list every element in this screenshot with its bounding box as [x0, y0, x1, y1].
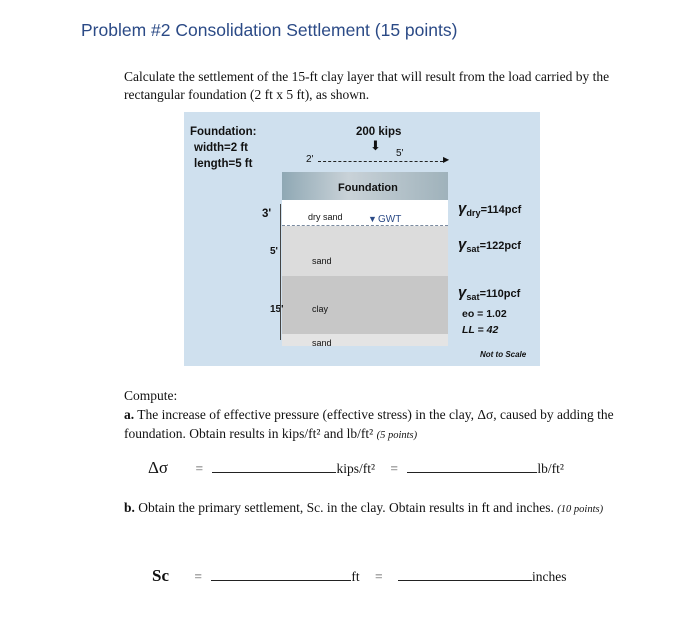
delta-sigma-symbol: Δσ — [148, 458, 169, 477]
foundation-label: Foundation — [338, 182, 398, 194]
bottom-sand-layer — [282, 334, 448, 346]
lb-unit: lb/ft² — [537, 461, 564, 476]
page-title: Problem #2 Consolidation Settlement (15 points) — [81, 20, 458, 40]
liquid-limit: LL = 42 — [462, 324, 499, 336]
clay-label: clay — [312, 304, 329, 314]
ft-answer-field[interactable] — [211, 568, 351, 581]
equals-sign-3: = — [194, 569, 202, 584]
depth-3ft: 3' — [262, 208, 272, 220]
gamma-sat-sand: $\gamma_{sat}=122pcf$ — [458, 236, 521, 255]
ft-unit: ft — [351, 569, 360, 584]
not-to-scale-label: Not to Scale — [480, 350, 527, 359]
load-label: 200 kips — [356, 126, 402, 138]
compute-section — [124, 386, 654, 445]
dimension-line — [318, 161, 443, 162]
dimension-2ft: 2' — [306, 154, 314, 165]
down-arrow-icon: ⬇ — [370, 138, 381, 153]
depth-15ft: 15' — [270, 304, 284, 315]
part-b-text: b. Obtain the primary settlement, Sc. in the clay. Obtain results in ft and inches. (10 points) — [124, 500, 604, 515]
inches-unit: inches — [532, 569, 567, 584]
gamma-sat-clay: $\gamma_{sat}=110pcf$ — [458, 284, 521, 303]
bottom-sand-label: sand — [312, 338, 332, 348]
void-ratio: eo = 1.02 — [462, 308, 507, 320]
gamma-dry: $\gamma_{dry}=114pcf$ — [458, 200, 522, 219]
clay-layer — [282, 276, 448, 334]
sc-symbol: Sc — [152, 566, 169, 585]
foundation-width: width=2 ft — [194, 142, 248, 154]
foundation-length: length=5 ft — [194, 158, 253, 170]
inches-answer-field[interactable] — [398, 568, 532, 581]
dimension-5ft: 5' — [396, 148, 404, 159]
dry-sand-label: dry sand — [308, 212, 343, 222]
part-a-answer-row — [148, 458, 564, 478]
arrow-right-icon: ▶ — [443, 155, 450, 164]
gwt-arrow-icon: ▼ — [368, 214, 377, 224]
depth-dimension-line — [280, 204, 281, 340]
sand-layer — [282, 226, 448, 276]
compute-heading: Compute: — [124, 388, 178, 403]
equals-sign-2: = — [390, 461, 399, 476]
equals-sign-4: = — [375, 569, 383, 584]
part-b-answer-row — [152, 566, 567, 586]
kips-answer-field[interactable] — [212, 460, 336, 473]
soil-profile-figure — [184, 112, 540, 366]
dry-sand-layer — [282, 200, 448, 226]
depth-5ft: 5' — [270, 246, 278, 257]
lb-answer-field[interactable] — [407, 460, 537, 473]
problem-statement: Calculate the settlement of the 15-ft clay layer that will result from the load carried by the rectangular foundation (2 ft x 5 ft), as shown. — [124, 69, 610, 102]
water-table-line — [282, 225, 448, 226]
equals-sign: = — [195, 461, 204, 476]
kips-unit: kips/ft² — [336, 461, 376, 476]
gwt-label: GWT — [378, 214, 402, 225]
foundation-header: Foundation: — [190, 126, 257, 138]
part-b — [124, 498, 654, 519]
sand-label: sand — [312, 256, 332, 266]
part-a-text: a. The increase of effective pressure (effective stress) in the clay, Δσ, caused by adding the foundation. Obtain results in kips/ft² and lb/ft² (5 points) — [124, 407, 614, 441]
